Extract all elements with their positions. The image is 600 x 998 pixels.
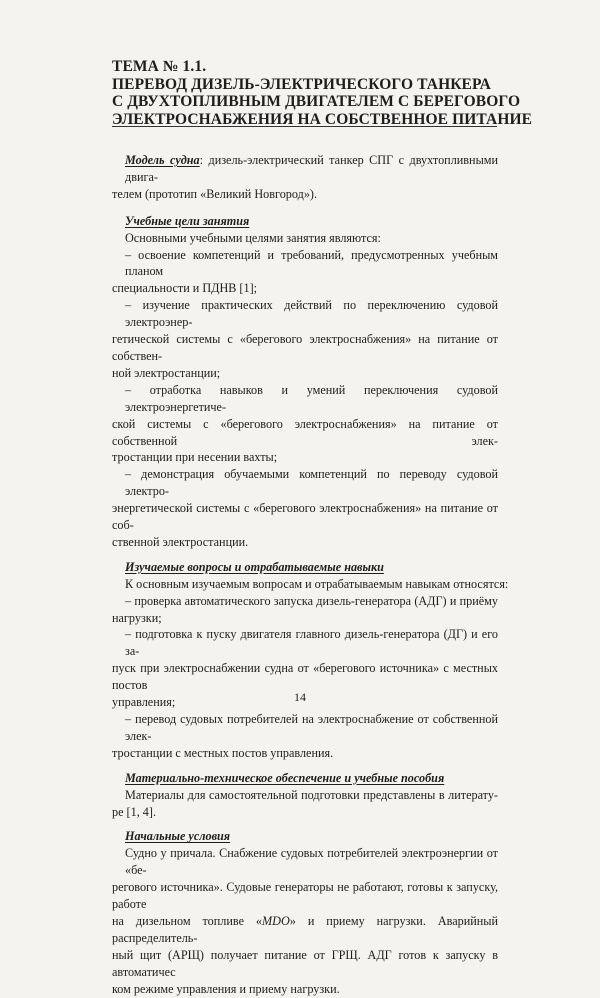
skills-line: пуск при электроснабжении судна от «берегового источника» с местных постов [112, 661, 498, 693]
page-number: 14 [294, 690, 306, 704]
topic-title-line: ЭЛЕКТРОСНАБЖЕНИЯ НА СОБСТВЕННОЕ ПИТАНИЕ [112, 110, 533, 128]
model-line: телем (прототип «Великий Новгород»). [112, 186, 318, 201]
goals-heading: Учебные цели занятия [125, 213, 250, 228]
goals-line: – изучение практических действий по переключению судовой электроэнер- [125, 298, 498, 330]
goals-line: – отработка навыков и умений переключения судовой электроэнергетиче- [125, 382, 498, 414]
skills-line: управления; [112, 695, 176, 710]
skills-line: – подготовка к пуску двигателя главного дизель-генератора (ДГ) и его за- [125, 627, 498, 659]
conditions-line: Судно у причала. Снабжение судовых потребителей электроэнергии от «бе- [125, 846, 498, 878]
goals-line: ской системы с «берегового электроснабжения» на питание от собственной элек- [112, 416, 498, 448]
conditions-text: на дизельном топливе « [112, 913, 263, 928]
header-divider [112, 126, 497, 127]
goals-line: ной электростанции; [112, 365, 221, 380]
materials-heading: Материально-техническое обеспечение и учебные пособия [125, 770, 445, 785]
goals-line: энергетической системы с «берегового электроснабжения» на питание от соб- [112, 501, 498, 533]
goals-line: ственной электростанции. [112, 534, 249, 549]
skills-heading: Изучаемые вопросы и отрабатываемые навыки [125, 559, 384, 574]
skills-line: – перевод судовых потребителей на электроснабжение от собственной элек- [125, 712, 498, 743]
conditions-line [112, 913, 498, 947]
skills-line: нагрузки; [112, 610, 162, 625]
materials-line: Материалы для самостоятельной подготовки представлены в литерату- [125, 787, 498, 802]
model-label: Модель судна [125, 153, 200, 167]
model-line [112, 152, 498, 186]
topic-number: ТЕМА № 1.1. [112, 58, 207, 75]
fuel-code: MDO [262, 913, 290, 928]
topic-header [112, 58, 533, 128]
materials-line: ре [1, 4]. [112, 804, 156, 819]
goals-line: – освоение компетенций и требований, предусмотренных учебным планом [125, 247, 498, 279]
document-body [112, 152, 509, 998]
conditions-line: регового источника». Судовые генераторы не работают, готовы к запуску, работе [112, 880, 498, 912]
goals-line: гетической системы с «берегового электроснабжения» на питание от собствен- [112, 332, 498, 363]
conditions-line: ком режиме управления и приему нагрузки. [112, 981, 340, 996]
conditions-text: » и приему нагрузки. Аварийный распределитель- [112, 913, 498, 945]
skills-line: К основным изучаемым вопросам и отрабатываемым навыкам относятся: [125, 576, 509, 591]
skills-line: тростанции с местных постов управления. [112, 745, 334, 760]
conditions-line: ный щит (АРЩ) получает питание от ГРЩ. АДГ готов к запуску в автоматичес [112, 947, 498, 979]
topic-title-line: ПЕРЕВОД ДИЗЕЛЬ-ЭЛЕКТРИЧЕСКОГО ТАНКЕРА [112, 75, 491, 93]
model-text: : дизель-электрический танкер СПГ с двухтопливными двига- [125, 153, 498, 184]
goals-line: тростанции при несении вахты; [112, 450, 278, 465]
goals-line: – демонстрация обучаемыми компетенций по переводу судовой электро- [125, 467, 498, 499]
skills-line: – проверка автоматического запуска дизель-генератора (АДГ) и приёму [125, 593, 498, 608]
goals-line: Основными учебными целями занятия являются: [125, 230, 381, 245]
goals-line: специальности и ПДНВ [1]; [112, 281, 258, 296]
topic-title-line: С ДВУХТОПЛИВНЫМ ДВИГАТЕЛЕМ С БЕРЕГОВОГО [112, 93, 521, 110]
conditions-heading: Начальные условия [125, 829, 231, 844]
